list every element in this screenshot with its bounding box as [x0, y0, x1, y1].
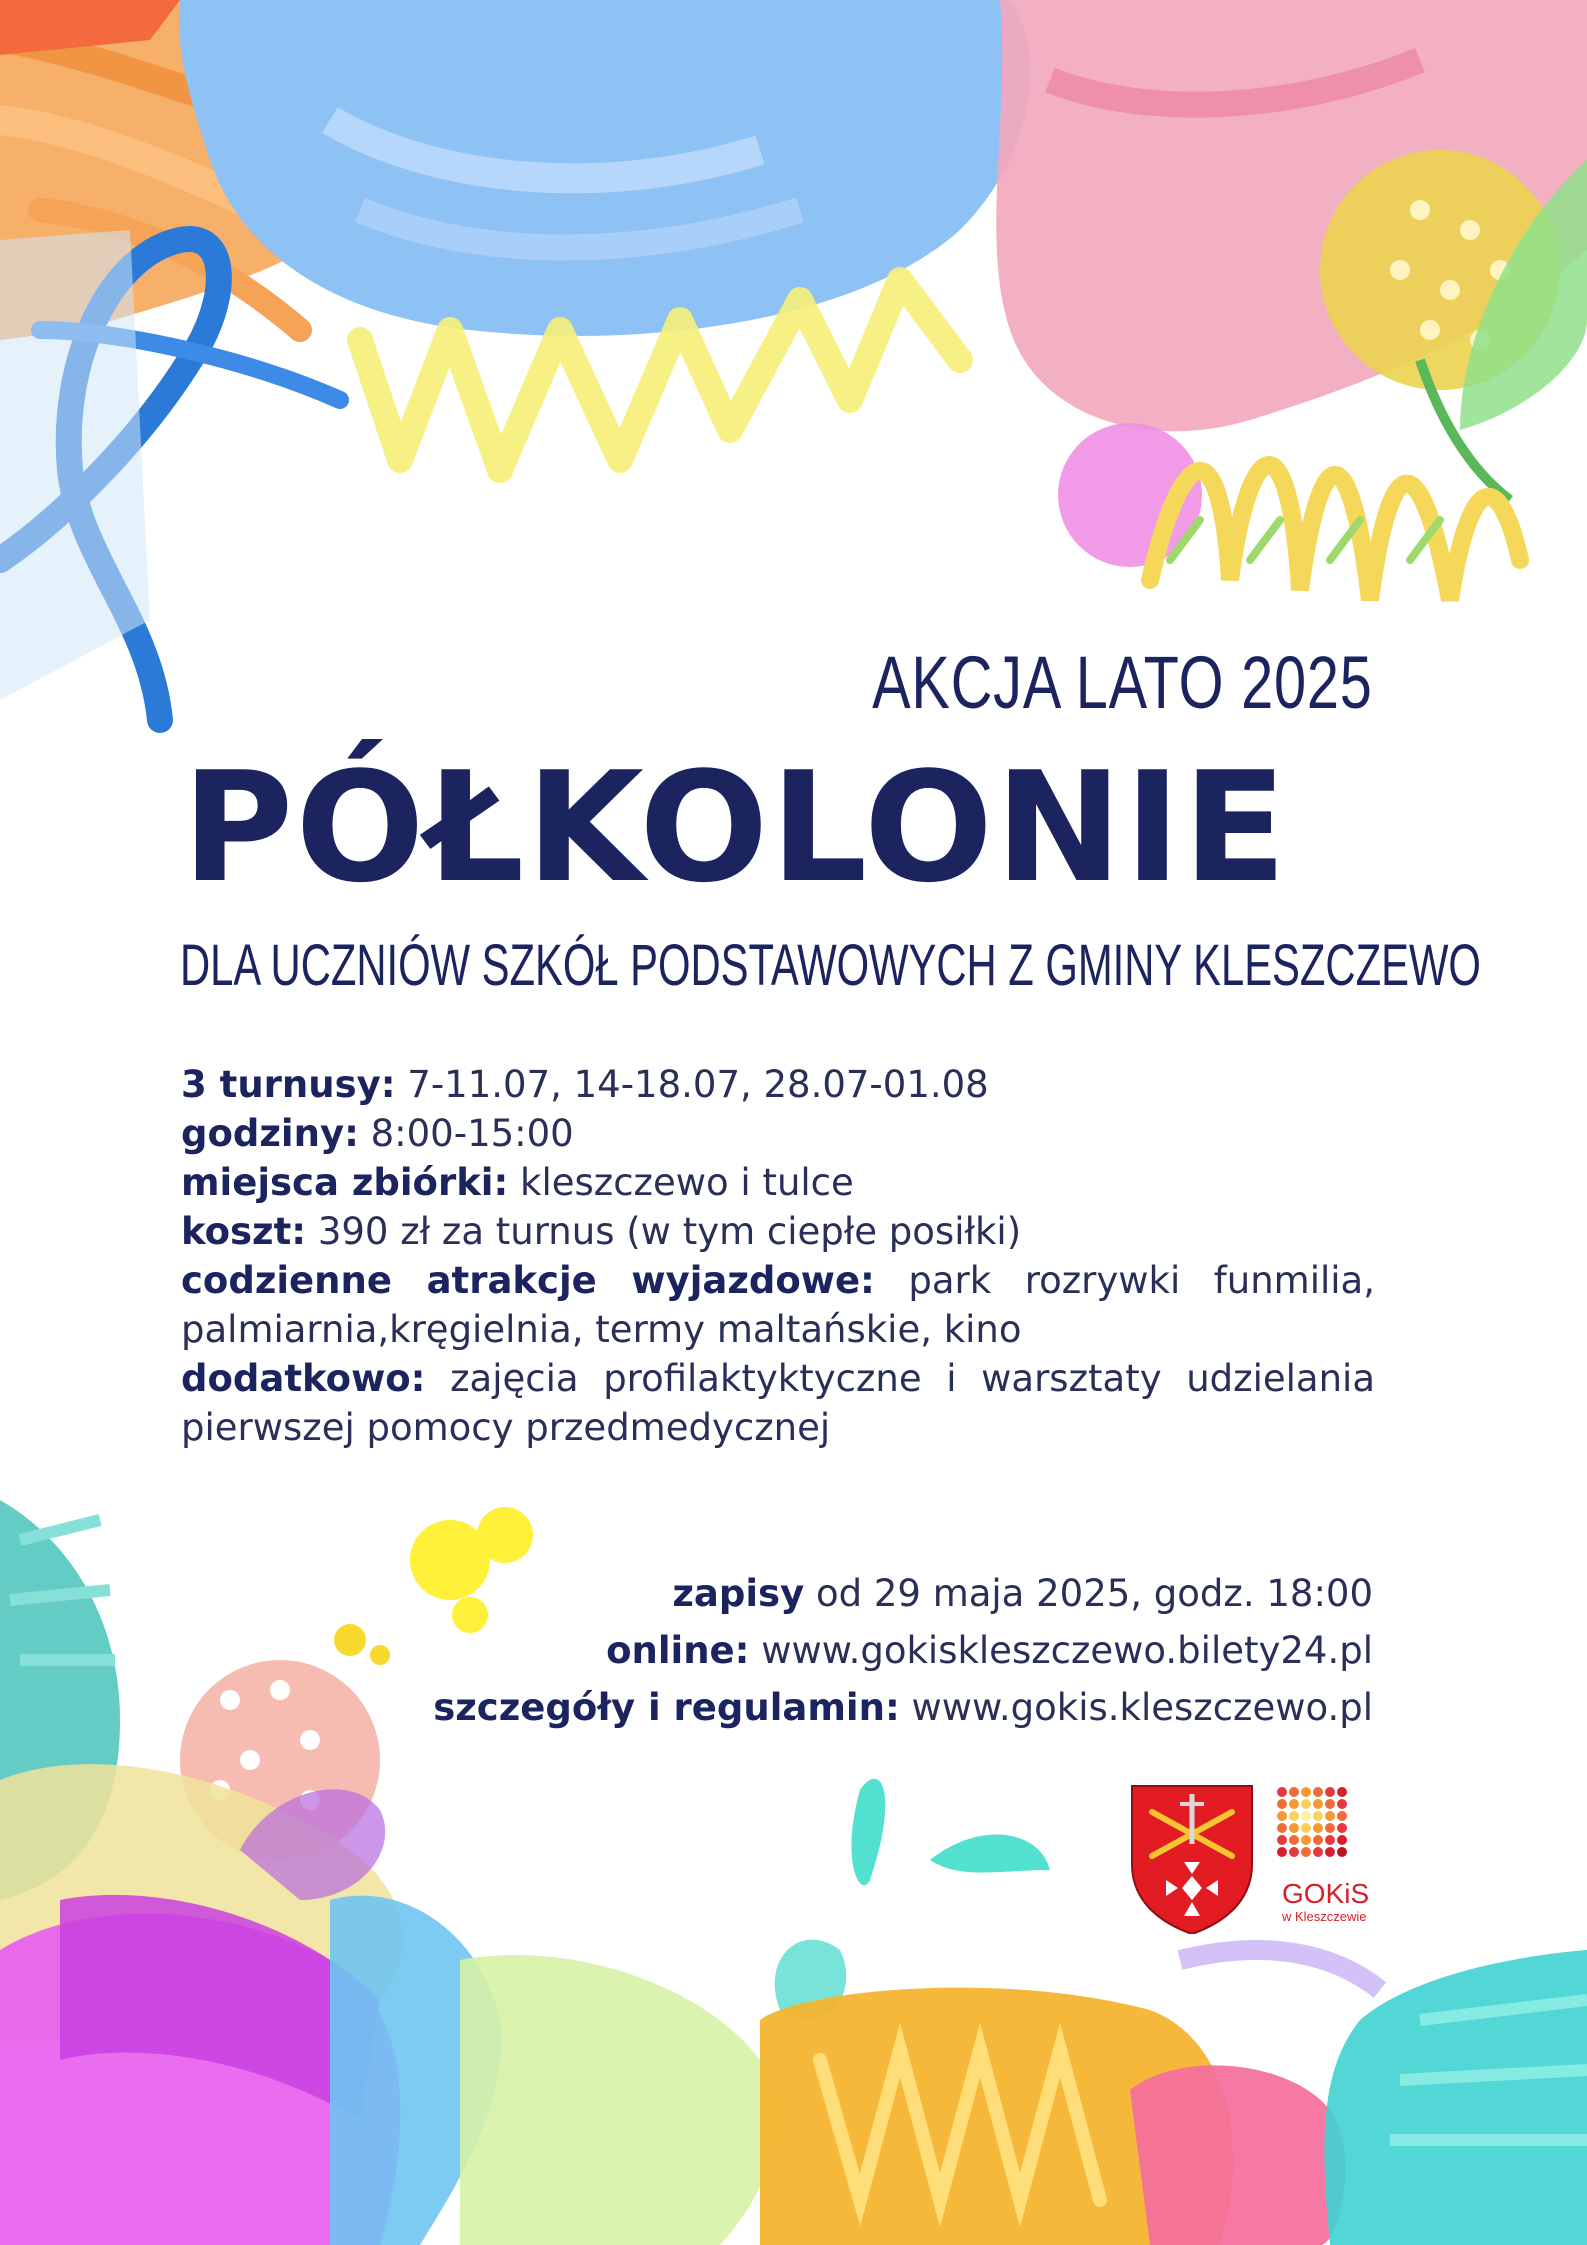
details-list [181, 1060, 1375, 1452]
detail-value: 8:00-15:00 [358, 1112, 574, 1155]
detail-label: miejsca zbiórki: [181, 1161, 509, 1204]
detail-label: 3 turnusy: [181, 1063, 396, 1106]
detail-miejsca [181, 1158, 1375, 1207]
detail-dodatkowo [181, 1354, 1375, 1452]
detail-koszt [181, 1207, 1375, 1256]
eyebrow-heading: AKCJA LATO 2025 [872, 641, 1373, 724]
detail-value: 7-11.07, 14-18.07, 28.07-01.08 [395, 1063, 989, 1106]
registration-label: szczegóły i regulamin: [433, 1686, 900, 1729]
coat-of-arms-icon [1132, 1786, 1252, 1934]
registration-label: online: [606, 1629, 750, 1672]
registration-value: od 29 maja 2025, godz. 18:00 [804, 1572, 1373, 1615]
online-link[interactable]: www.gokiskleszczewo.bilety24.pl [749, 1629, 1373, 1672]
gokis-logo-icon [1277, 1787, 1347, 1857]
page-title: PÓŁKOLONIE [182, 739, 1289, 916]
registration-zapisy [433, 1565, 1373, 1622]
yellow-spring [1150, 465, 1520, 600]
gokis-logo-name: GOKiS [1282, 1878, 1370, 1909]
detail-label: koszt: [181, 1210, 307, 1253]
registration-online[interactable] [433, 1622, 1373, 1679]
detail-value: park rozrywki funmilia, palmiarnia,kręgielnia, termy maltańskie, kino [181, 1259, 1375, 1351]
detail-label: codzienne atrakcje wyjazdowe: [181, 1259, 875, 1302]
blue-loop [0, 230, 340, 720]
registration-info [433, 1565, 1373, 1736]
detail-turnusy [181, 1060, 1375, 1109]
registration-regulamin[interactable] [433, 1679, 1373, 1736]
detail-godziny [181, 1109, 1375, 1158]
detail-value: kleszczewo i tulce [508, 1161, 854, 1204]
regulamin-link[interactable]: www.gokis.kleszczewo.pl [899, 1686, 1373, 1729]
gokis-logo-subtitle: w Kleszczewie [1282, 1909, 1367, 1924]
detail-label: dodatkowo: [181, 1357, 426, 1400]
detail-label: godziny: [181, 1112, 359, 1155]
detail-value: zajęcia profilaktyktyczne i warsztaty udzielania pierwszej pomocy przedmedycznej [181, 1357, 1375, 1449]
detail-value: 390 zł za turnus (w tym ciepłe posiłki) [306, 1210, 1022, 1253]
page-subtitle: DLA UCZNIÓW SZKÓŁ PODSTAWOWYCH Z GMINY KLESZCZEWO [180, 933, 1481, 998]
detail-atrakcje [181, 1256, 1375, 1354]
registration-label: zapisy [672, 1572, 805, 1615]
